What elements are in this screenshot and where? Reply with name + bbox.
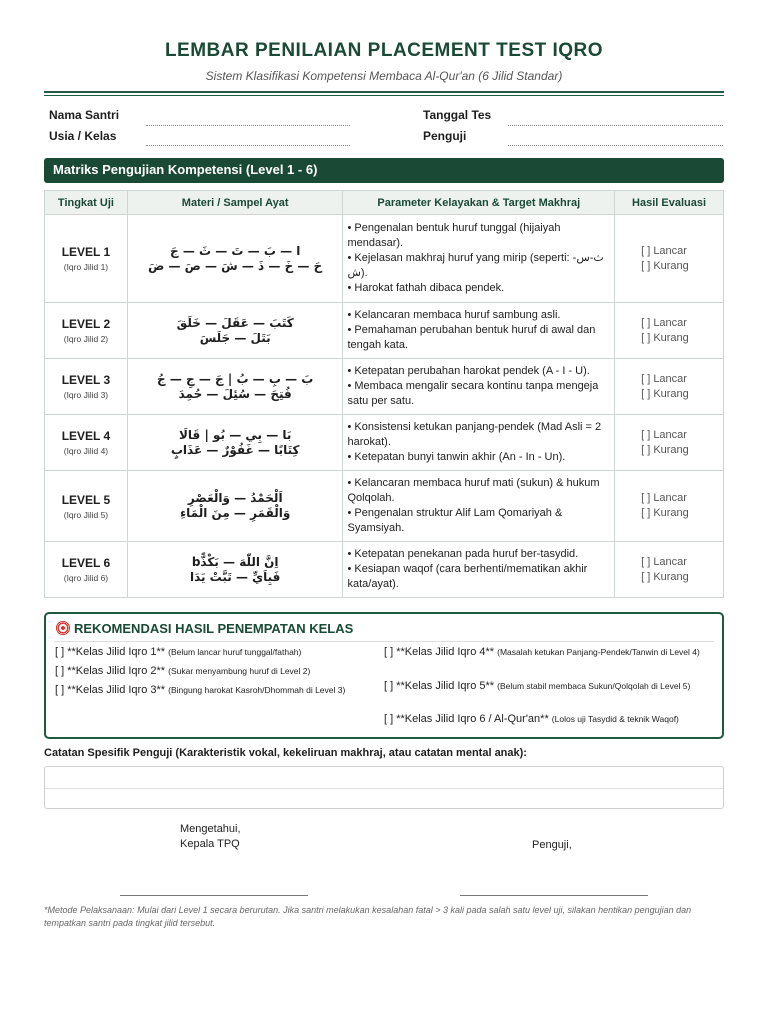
title-divider-bottom — [44, 95, 724, 96]
checkbox-kurang[interactable]: [ ] Kurang — [641, 387, 689, 400]
parameter-cell — [343, 303, 615, 359]
signature-penguji: Penguji, — [532, 839, 572, 851]
option-note: (Belum stabil membaca Sukun/Qolqolah di Level 5) — [497, 681, 691, 691]
nama-santri-field[interactable] — [146, 125, 350, 126]
parameter-item: • Kesiapan waqof (cara berhenti/mematikan akhir kata/ayat). — [347, 563, 588, 590]
checkbox-lancar[interactable]: [ ] Lancar — [641, 555, 687, 568]
usia-kelas-label: Usia / Kelas — [49, 129, 117, 143]
arabic-sample-cell — [127, 471, 343, 542]
signature-line-right[interactable] — [460, 895, 648, 896]
parameter-cell — [343, 542, 615, 598]
table-row — [45, 542, 724, 598]
arabic-line: بَتَلَ — جَلَسَ — [199, 330, 271, 345]
level-jilid: (Iqro Jilid 5) — [63, 509, 109, 520]
option-label: [ ] **Kelas Jilid Iqro 4** — [384, 646, 495, 658]
arabic-sample-cell — [127, 415, 343, 471]
level-cell — [45, 415, 128, 471]
parameter-item: • Ketepatan bunyi tanwin akhir (An - In - Un). — [347, 451, 566, 463]
level-jilid: (Iqro Jilid 3) — [63, 390, 109, 400]
parameter-item: • Membaca mengalir secara kontinu tanpa mengeja satu per satu. — [347, 380, 599, 407]
recommendation-title-row — [56, 621, 353, 636]
checkbox-lancar[interactable]: [ ] Lancar — [641, 244, 687, 257]
column-header-materi: Materi / Sampel Ayat — [127, 191, 343, 215]
arabic-line: ا — بَ — تَ — ثَ — جَ — [170, 243, 301, 258]
level-jilid: (Iqro Jilid 1) — [63, 262, 109, 272]
nama-santri-label: Nama Santri — [49, 108, 120, 122]
checkbox-kurang[interactable]: [ ] Kurang — [641, 570, 689, 583]
hasil-cell — [615, 542, 724, 598]
level-name: LEVEL 5 — [61, 492, 111, 507]
option-label: [ ] **Kelas Jilid Iqro 5** — [384, 680, 495, 692]
level-name: LEVEL 6 — [61, 556, 111, 570]
arabic-line: كِتَابًا — غَفُوْرٌ — عَذَابٍ — [170, 442, 300, 457]
option-jilid-4[interactable] — [384, 645, 716, 660]
option-note: (Lolos uji Tasydid & teknik Waqof) — [551, 714, 679, 724]
arabic-sample-cell — [127, 359, 343, 415]
parameter-item: • Kejelasan makhraj huruf yang mirip (seperti: ث-س-ش). — [347, 252, 604, 279]
signature-kepala-tpq: Kepala TPQ — [180, 838, 240, 850]
arabic-line: بَا — بِي — بُو | قَالَا — [178, 427, 292, 442]
parameter-item: • Ketepatan perubahan harokat pendek (A - I - U). — [347, 365, 590, 377]
column-header-hasil: Hasil Evaluasi — [615, 191, 724, 215]
level-name: LEVEL 2 — [61, 317, 111, 331]
arabic-line: فُتِحَ — سُئِلَ — حُمِدَ — [178, 386, 292, 401]
table-row — [45, 415, 724, 471]
level-cell — [45, 303, 128, 359]
level-cell — [45, 215, 128, 303]
arabic-line: كَتَبَ — عَقَلَ — خَلَقَ — [176, 315, 294, 330]
level-name: LEVEL 1 — [61, 245, 111, 259]
parameter-item: • Harokat fathah dibaca pendek. — [347, 282, 505, 294]
arabic-line: اَلْحَمْدُ — وَالْعَصْرِ — [187, 491, 283, 505]
tanggal-tes-label: Tanggal Tes — [423, 108, 492, 122]
catatan-textarea[interactable] — [44, 766, 724, 809]
level-name: LEVEL 3 — [61, 373, 111, 387]
hasil-cell — [615, 415, 724, 471]
option-jilid-5[interactable] — [384, 679, 716, 694]
table-row — [45, 215, 724, 303]
option-jilid-1[interactable] — [55, 645, 385, 660]
option-label: [ ] **Kelas Jilid Iqro 1** — [55, 646, 166, 658]
table-header-row — [45, 191, 724, 215]
tanggal-tes-field[interactable] — [508, 125, 723, 126]
target-icon — [56, 621, 70, 635]
level-cell — [45, 542, 128, 598]
option-note: (Bingung harokat Kasroh/Dhommah di Level 3) — [168, 685, 346, 695]
option-note: (Sukar menyambung huruf di Level 2) — [168, 666, 311, 676]
hasil-cell — [615, 359, 724, 415]
checkbox-lancar[interactable]: [ ] Lancar — [641, 428, 687, 441]
arabic-sample-cell — [127, 542, 343, 598]
option-label: [ ] **Kelas Jilid Iqro 6 / Al-Qur'an** — [384, 713, 549, 725]
parameter-cell — [343, 471, 615, 542]
table-row — [45, 359, 724, 415]
parameter-item: • Kelancaran membaca huruf mati (sukun) & hukum Qolqolah. — [347, 477, 600, 504]
checkbox-kurang[interactable]: [ ] Kurang — [641, 507, 689, 519]
usia-kelas-field[interactable] — [146, 145, 350, 146]
table-row — [45, 471, 724, 542]
arabic-sample-cell — [127, 215, 343, 303]
penguji-field[interactable] — [508, 145, 723, 146]
parameter-cell — [343, 359, 615, 415]
parameter-item: • Pemahaman perubahan bentuk huruf di awal dan tengah kata. — [347, 324, 596, 351]
arabic-line: حَ — خَ — ذَ — شَ — صَ — ضَ — [148, 258, 323, 273]
parameter-item: • Konsistensi ketukan panjang-pendek (Mad Asli = 2 harokat). — [347, 421, 602, 448]
footnote: *Metode Pelaksanaan: Mulai dari Level 1 secara berurutan. Jika santri melakukan kesalahan fatal > 3 kali pada salah satu level uji, silakan hentikan pengujian dan tempatkan santri pada tingkat jilid tersebut. — [44, 905, 692, 928]
checkbox-kurang[interactable]: [ ] Kurang — [641, 259, 689, 272]
penguji-label: Penguji — [423, 129, 467, 143]
page-title: LEMBAR PENILAIAN PLACEMENT TEST IQRO — [164, 40, 604, 61]
recommendation-divider — [54, 641, 714, 642]
catatan-label: Catatan Spesifik Penguji (Karakteristik vokal, kekeliruan makhraj, atau catatan mental anak): — [44, 747, 527, 759]
parameter-item: • Pengenalan bentuk huruf tunggal (hijaiyah mendasar). — [347, 222, 561, 249]
arabic-line: وَالْقَمَرِ — مِنَ الْمَاءِ — [180, 506, 291, 520]
checkbox-lancar[interactable]: [ ] Lancar — [641, 492, 687, 504]
matrix-section-header: Matriks Pengujian Kompetensi (Level 1 - 6) — [44, 158, 724, 183]
checkbox-lancar[interactable]: [ ] Lancar — [641, 316, 687, 329]
column-header-parameter: Parameter Kelayakan & Target Makhraj — [343, 191, 615, 215]
option-note: (Belum lancar huruf tunggal/fathah) — [168, 647, 302, 657]
option-jilid-3[interactable] — [55, 683, 390, 698]
arabic-line: اِنَّ اللّٰهَ — بَكْذًّb — [191, 554, 279, 569]
level-jilid: (Iqro Jilid 6) — [63, 573, 109, 583]
parameter-item: • Pengenalan struktur Alif Lam Qomariyah & Syamsiyah. — [347, 507, 563, 534]
recommendation-title: REKOMENDASI HASIL PENEMPATAN KELAS — [74, 621, 354, 636]
level-jilid: (Iqro Jilid 2) — [63, 334, 109, 344]
level-cell — [45, 471, 128, 542]
option-jilid-2[interactable] — [55, 664, 385, 679]
signature-left — [180, 822, 241, 852]
parameter-cell — [343, 415, 615, 471]
signature-line-left[interactable] — [120, 895, 308, 896]
level-jilid: (Iqro Jilid 4) — [63, 446, 109, 456]
parameter-item: • Ketepatan penekanan pada huruf ber-tasydid. — [347, 548, 579, 560]
parameter-cell — [343, 215, 615, 303]
option-jilid-6[interactable] — [384, 712, 716, 727]
catatan-line — [45, 788, 723, 789]
column-header-tingkat: Tingkat Uji — [45, 191, 128, 215]
option-note: (Masalah ketukan Panjang-Pendek/Tanwin di Level 4) — [497, 647, 700, 657]
level-cell — [45, 359, 128, 415]
arabic-line: فَبِاَيِّ — تَبَّتْ يَدَا — [189, 569, 281, 584]
recommendation-box — [44, 612, 724, 739]
competency-matrix-table — [44, 190, 724, 598]
table-row — [45, 303, 724, 359]
hasil-cell — [615, 215, 724, 303]
checkbox-kurang[interactable]: [ ] Kurang — [641, 331, 689, 344]
parameter-item: • Kelancaran membaca huruf sambung asli. — [347, 309, 561, 321]
checkbox-kurang[interactable]: [ ] Kurang — [641, 443, 689, 456]
title-divider-top — [44, 91, 724, 93]
option-label: [ ] **Kelas Jilid Iqro 3** — [55, 684, 166, 696]
hasil-cell — [615, 303, 724, 359]
page-subtitle: Sistem Klasifikasi Kompetensi Membaca Al-Qur'an (6 Jilid Standar) — [205, 69, 563, 83]
arabic-sample-cell — [127, 303, 343, 359]
arabic-line: بَ — بِ — بُ | جَ — جِ — جُ — [157, 371, 314, 386]
signature-mengetahui: Mengetahui, — [180, 823, 241, 835]
level-name: LEVEL 4 — [61, 429, 111, 443]
hasil-cell — [615, 471, 724, 542]
checkbox-lancar[interactable]: [ ] Lancar — [641, 372, 687, 385]
option-label: [ ] **Kelas Jilid Iqro 2** — [55, 665, 166, 677]
